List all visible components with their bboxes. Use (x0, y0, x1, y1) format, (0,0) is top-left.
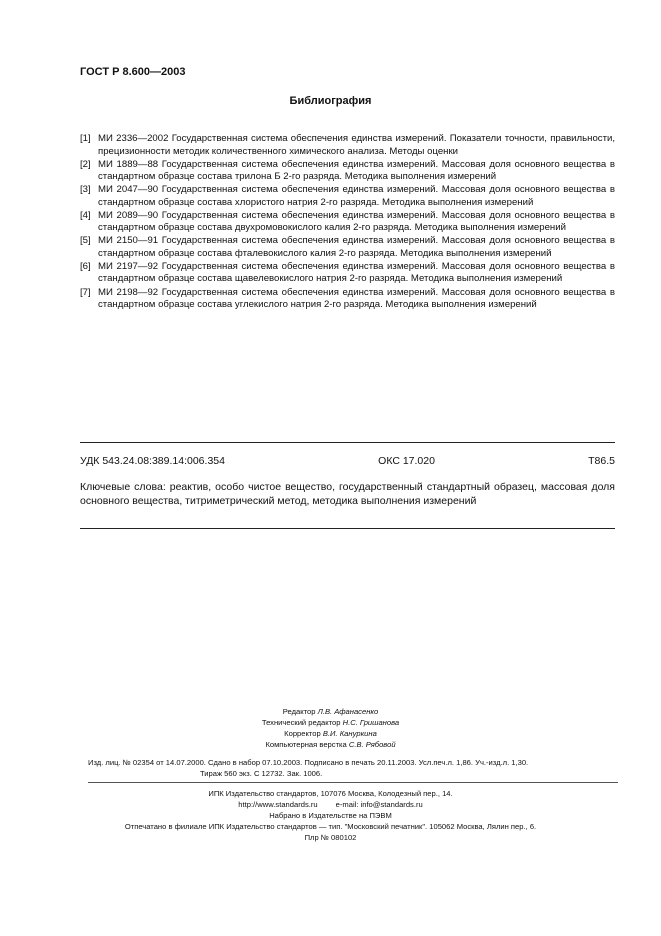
bibliography-item (80, 287, 615, 312)
bibliography-item-text: МИ 2336—2002 Государственная система обеспечения единства измерений. Показатели точности, правильности, прецизионности методик количественного химического анализа. Методы оценки (98, 133, 615, 157)
credit-layout-name: С.В. Рябовой (348, 740, 396, 749)
keywords: Ключевые слова: реактив, особо чистое вещество, государственный стандартный образец, массовая доля основного вещества, титриметрический метод, методика выполнения измерений (80, 481, 615, 507)
bibliography-item-text: МИ 2150—91 Государственная система обеспечения единства измерений. Массовая доля основного вещества в стандартном образце состава фталевокислого калия 2-го разряда. Методика выполнения измерений (98, 235, 615, 259)
printing-email: e-mail: info@standards.ru (335, 800, 423, 809)
bibliography-item (80, 159, 615, 184)
bibliography-item-number: [4] (80, 209, 91, 221)
printing-website: http://www.standards.ru (238, 800, 318, 809)
bibliography-item-number: [6] (80, 260, 91, 272)
bibliography-item (80, 184, 615, 209)
credit-corrector (0, 728, 661, 739)
classification-row (80, 455, 615, 467)
credit-corrector-name: В.И. Кануркина (322, 729, 377, 738)
publication-line-2: Тираж 560 экз. С 12732. Зак. 1006. (200, 769, 323, 778)
bibliography-list (80, 133, 615, 312)
printing-line-4: Отпечатано в филиале ИПК Издательство стандартов — тип. "Московский печатник". 105062 Москва, Лялин пер., 6. (124, 822, 537, 831)
bibliography-item-text: МИ 2197—92 Государственная система обеспечения единства измерений. Массовая доля основного вещества в стандартном образце состава щавелевокислого натрия 2-го разряда. Методика выполнения измерений (98, 260, 615, 285)
credit-tech-editor (0, 717, 661, 728)
document-code: ГОСТ Р 8.600—2003 (80, 66, 186, 78)
printing-line-5: Плр № 080102 (304, 833, 357, 842)
publication-divider (88, 782, 618, 783)
bibliography-item-number: [3] (80, 184, 91, 196)
bibliography-item-number: [1] (80, 133, 91, 144)
publication-info (88, 757, 618, 779)
printing-info (0, 788, 661, 843)
bibliography-item-text: МИ 1889—88 Государственная система обеспечения единства измерений. Массовая доля основного вещества в стандартном образце состава трилона Б 2-го разряда. Методика выполнения измерений (98, 158, 615, 183)
bibliography-item-text: МИ 2089—90 Государственная система обеспечения единства измерений. Массовая доля основного вещества в стандартном образце состава двухромовокислого калия 2-го разряда. Методика выполнения измерений (98, 209, 615, 234)
udk-code: УДК 543.24.08:389.14:006.354 (80, 455, 225, 467)
printing-line-1: ИПК Издательство стандартов, 107076 Москва, Колодезный пер., 14. (208, 789, 453, 798)
keywords-bottom-rule (80, 528, 615, 529)
printing-contacts (0, 799, 661, 810)
credit-layout-label: Компьютерная верстка (265, 740, 347, 749)
bibliography-item-number: [7] (80, 286, 91, 298)
credit-editor-label: Редактор (282, 707, 316, 716)
bibliography-item-number: [5] (80, 235, 91, 247)
oks-code: ОКС 17.020 (378, 455, 435, 467)
bibliography-item-text: МИ 2198—92 Государственная система обеспечения единства измерений. Массовая доля основного вещества в стандартном образце состава углекислого натрия 2-го разряда. Методика выполнения измерений (98, 286, 615, 311)
bibliography-item-number: [2] (80, 158, 91, 170)
bibliography-item (80, 210, 615, 235)
bibliography-item (80, 235, 615, 260)
bibliography-item (80, 261, 615, 286)
credit-layout (0, 739, 661, 750)
bibliography-title: Библиография (289, 95, 372, 107)
bibliography-item (80, 133, 615, 158)
credits-block (0, 706, 661, 750)
credit-corrector-label: Корректор (284, 729, 321, 738)
credit-editor-name: Л.В. Афанасенко (317, 707, 379, 716)
bibliography-item-text: МИ 2047—90 Государственная система обеспечения единства измерений. Массовая доля основного вещества в стандартном образце состава хлористого натрия 2-го разряда. Методика выполнения измерений (98, 184, 615, 208)
classification-top-rule (80, 442, 615, 443)
credit-tech-editor-label: Технический редактор (261, 718, 341, 727)
credit-tech-editor-name: Н.С. Гришанова (342, 718, 400, 727)
printing-line-3: Набрано в Издательстве на ПЭВМ (269, 811, 392, 820)
group-code: Т86.5 (588, 455, 615, 467)
credit-editor (0, 706, 661, 717)
publication-line-1: Изд. лиц. № 02354 от 14.07.2000. Сдано в набор 07.10.2003. Подписано в печать 20.11.2003. Усл.печ.л. 1,86. Уч.-изд.л. 1,30. (88, 758, 529, 767)
